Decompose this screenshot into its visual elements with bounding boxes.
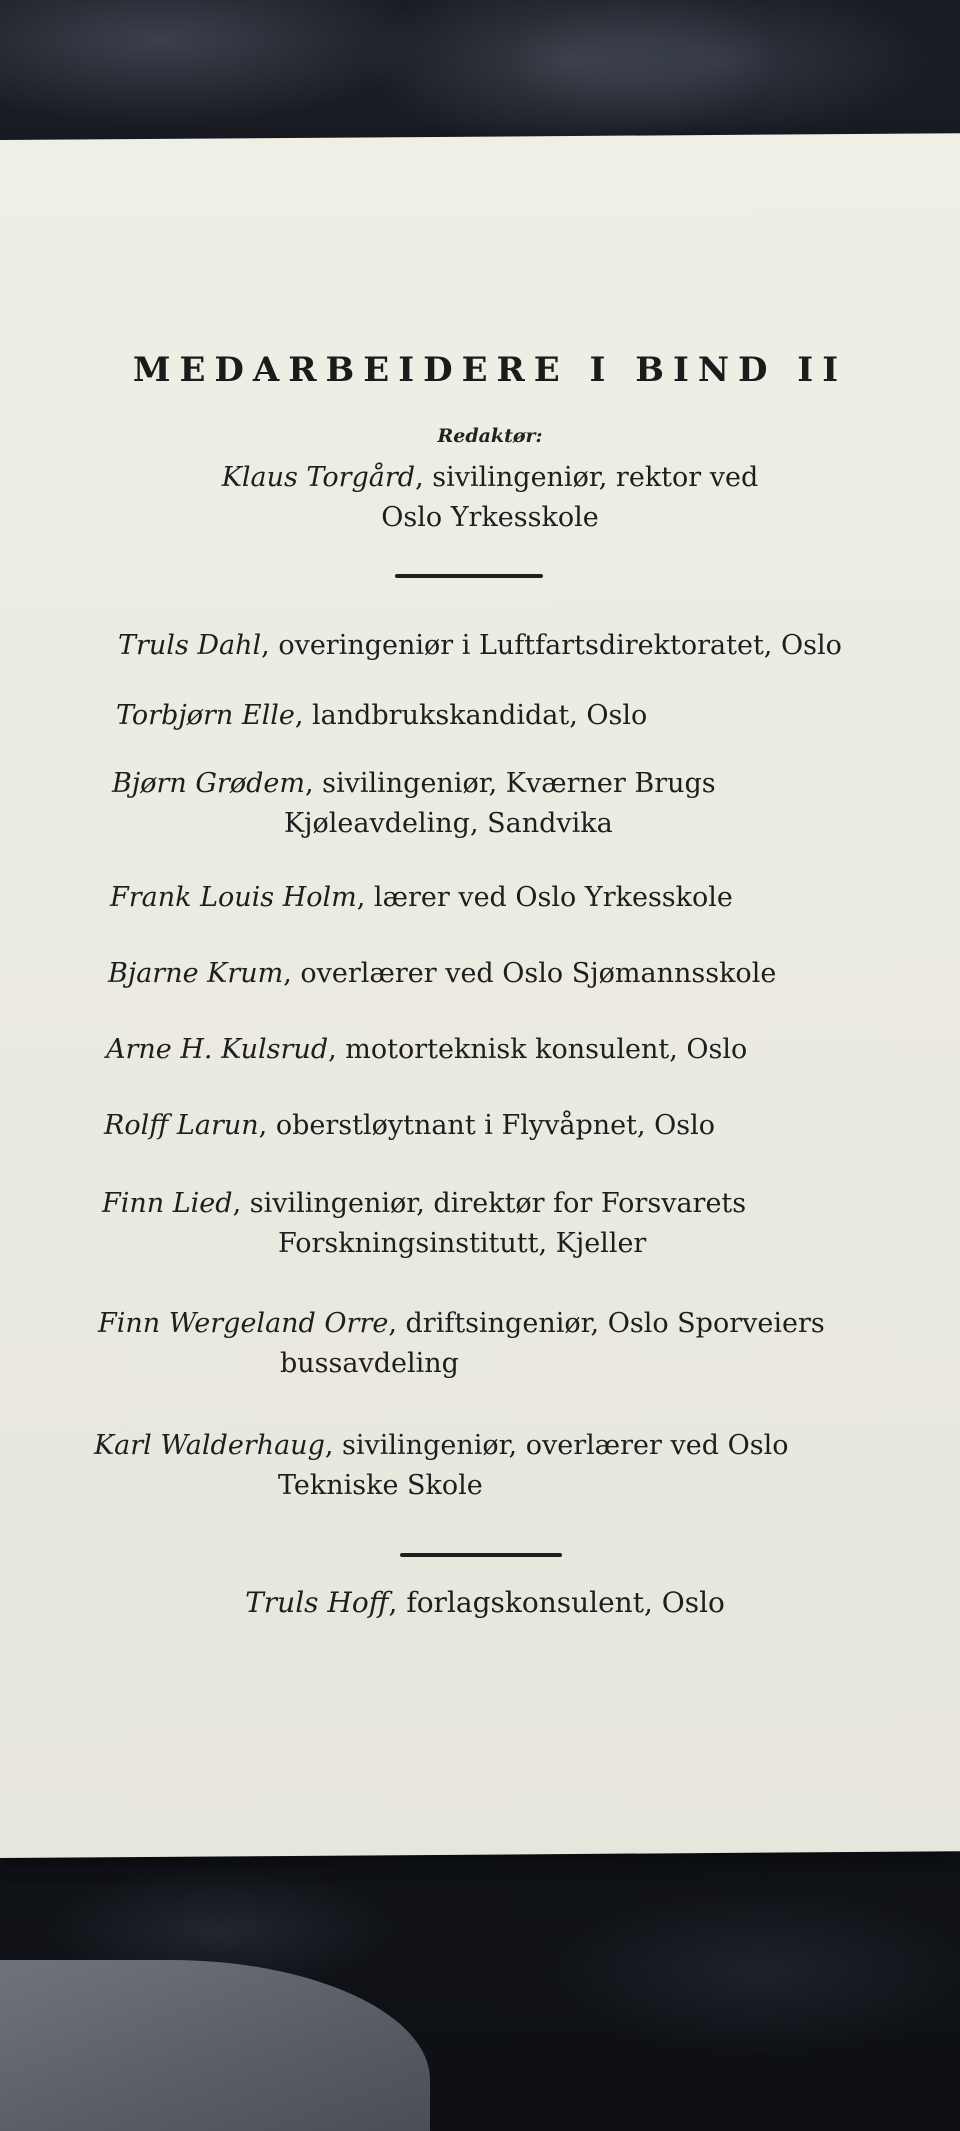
contributor-description: , sivilingeniør, overlærer ved Oslo	[324, 1430, 789, 1461]
contributor-name: Arne H. Kulsrud	[106, 1034, 329, 1065]
contributor-description: , overlærer ved Oslo Sjømannsskole	[283, 958, 777, 989]
editor-name: Klaus Torgård	[221, 462, 416, 493]
contributor-description-continued: Forskningsinstitutt, Kjeller	[278, 1228, 647, 1259]
contributor-name: Bjarne Krum	[108, 958, 284, 989]
contributor-description: , overingeniør i Luftfartsdirektoratet, Oslo	[261, 630, 842, 661]
contributor-description: , sivilingeniør, direktør for Forsvarets	[232, 1188, 747, 1219]
contributor-entry	[112, 764, 716, 844]
consultant-description: , forlagskonsulent, Oslo	[388, 1586, 725, 1619]
contributor-entry	[94, 1426, 788, 1506]
contributor-description: , sivilingeniør, Kværner Brugs	[304, 768, 716, 799]
contributor-description: , landbrukskandidat, Oslo	[294, 700, 648, 731]
contributor-name: Torbjørn Elle	[116, 700, 295, 731]
seat-leather-top	[360, 0, 780, 150]
contributor-entry	[104, 1106, 715, 1146]
contributor-name: Karl Walderhaug	[94, 1430, 325, 1461]
contributor-description: , lærer ved Oslo Yrkesskole	[356, 882, 733, 913]
book-page	[0, 133, 960, 1858]
contributor-name: Bjørn Grødem	[112, 768, 305, 799]
contributor-entry	[118, 626, 842, 666]
consultant-entry	[10, 1586, 960, 1619]
contributor-description-continued: Kjøleavdeling, Sandvika	[284, 808, 613, 839]
contributor-entry	[110, 878, 733, 918]
divider-top	[395, 574, 543, 578]
contributor-entry	[116, 696, 647, 736]
contributor-name: Finn Wergeland Orre	[98, 1308, 389, 1339]
editor-school: Oslo Yrkesskole	[381, 502, 599, 533]
contributor-description: , oberstløytnant i Flyvåpnet, Oslo	[258, 1110, 715, 1141]
editor-entry	[20, 458, 960, 538]
contributor-name: Rolff Larun	[104, 1110, 259, 1141]
contributor-entry	[106, 1030, 747, 1070]
page-content	[0, 140, 960, 1858]
editor-description: , sivilingeniør, rektor ved	[415, 462, 759, 493]
divider-bottom	[400, 1553, 562, 1557]
contributor-name: Frank Louis Holm	[110, 882, 357, 913]
contributor-entry	[98, 1304, 825, 1384]
page-title: MEDARBEIDERE I BIND II	[132, 350, 848, 390]
contributor-name: Truls Dahl	[118, 630, 262, 661]
contributor-description-continued: Tekniske Skole	[278, 1470, 483, 1501]
contributor-description: , motorteknisk konsulent, Oslo	[328, 1034, 748, 1065]
editor-label: Redaktør:	[437, 425, 543, 447]
contributor-entry	[108, 954, 776, 994]
contributor-description: , driftsingeniør, Oslo Sporveiers	[388, 1308, 825, 1339]
contributor-entry	[102, 1184, 746, 1264]
contributor-description-continued: bussavdeling	[280, 1348, 459, 1379]
contributor-name: Finn Lied	[102, 1188, 233, 1219]
consultant-name: Truls Hoff	[245, 1586, 389, 1619]
